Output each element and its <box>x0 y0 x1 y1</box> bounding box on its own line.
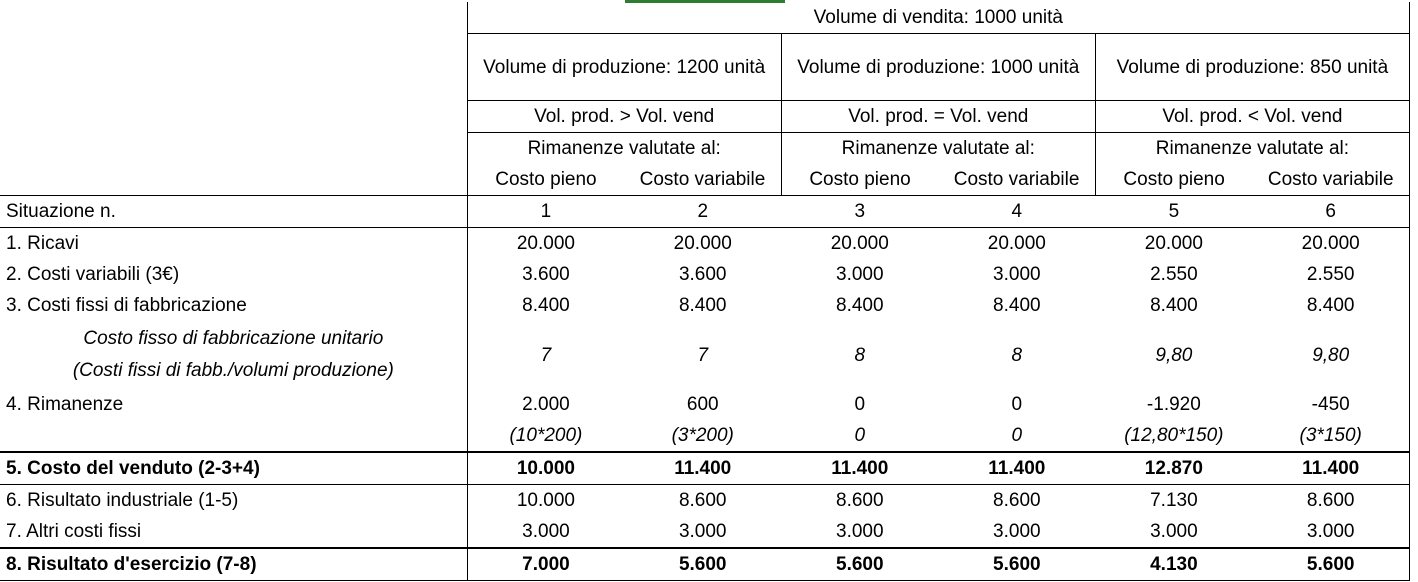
table-cell: 20.000 <box>516 233 575 254</box>
table-cell: 9,80 <box>1252 321 1409 389</box>
table-cell: 2.550 <box>1252 259 1409 290</box>
table-cell: 8.600 <box>1252 485 1409 517</box>
inventory-valued-label: Rimanenze valutate al: <box>781 133 1095 165</box>
table-cell: 7.130 <box>1150 490 1198 511</box>
table-cell: 11.400 <box>781 452 938 485</box>
table-cell: 0 <box>854 394 866 415</box>
table-cell: 8 <box>854 344 866 366</box>
table-cell: 1 <box>467 196 624 228</box>
table-cell: 3.000 <box>1252 516 1409 548</box>
table-cell: (10*200) <box>509 425 583 446</box>
full-cost-label: Costo pieno <box>1123 169 1225 190</box>
table-cell: 12.870 <box>1095 452 1252 485</box>
table-cell: 3.000 <box>993 264 1041 285</box>
variable-cost-label: Costo variabile <box>624 164 781 196</box>
full-cost-label: Costo pieno <box>495 169 597 190</box>
table-row <box>0 452 1410 485</box>
table-cell: 8.600 <box>678 490 727 511</box>
table-row <box>0 516 1410 548</box>
relation-greater: Vol. prod. > Vol. vend <box>467 101 781 133</box>
table-cell: 3.000 <box>993 521 1041 542</box>
table-cell: 8.600 <box>836 490 884 511</box>
row-label: 3. Costi fissi di fabbricazione <box>0 290 467 321</box>
row-label: 5. Costo del venduto (2-3+4) <box>0 452 467 485</box>
row-label: 6. Risultato industriale (1-5) <box>0 485 467 517</box>
table-row <box>0 290 1410 321</box>
table-cell: 5.600 <box>781 548 938 581</box>
table-cell: 3.000 <box>836 521 884 542</box>
table-row <box>0 420 1410 452</box>
inventory-valued-label: Rimanenze valutate al: <box>467 133 781 165</box>
row-label: Costo fisso di fabbricazione unitario (Costi fissi di fabb./volumi produzione) <box>0 321 467 389</box>
table-row <box>0 548 1410 581</box>
table-cell: 2 <box>624 196 781 228</box>
table-cell: 2.550 <box>1150 264 1198 285</box>
production-volume-850: Volume di produzione: 850 unità <box>1095 34 1409 101</box>
table-cell: 20.000 <box>1144 233 1203 254</box>
table-cell: 8.400 <box>522 295 570 316</box>
table-cell: -450 <box>1252 389 1409 420</box>
table-cell: 8.400 <box>993 295 1041 316</box>
table-cell: 8.600 <box>993 490 1041 511</box>
table-row <box>0 389 1410 420</box>
production-volume-1200: Volume di produzione: 1200 unità <box>467 34 781 101</box>
table-cell: 20.000 <box>830 233 889 254</box>
table-cell: 3.600 <box>678 264 727 285</box>
row-label: 2. Costi variabili (3€) <box>0 259 467 290</box>
table-cell: 3 <box>781 196 938 228</box>
table-cell: 600 <box>686 394 719 415</box>
inventory-valued-label: Rimanenze valutate al: <box>1095 133 1409 165</box>
production-volume-1000: Volume di produzione: 1000 unità <box>781 34 1095 101</box>
relation-less: Vol. prod. < Vol. vend <box>1095 101 1409 133</box>
table-cell: 5.600 <box>938 548 1095 581</box>
table-cell: 3.000 <box>522 521 570 542</box>
table-cell: 4.130 <box>1095 548 1252 581</box>
table-cell: 11.400 <box>624 452 781 485</box>
row-label: Situazione n. <box>0 196 467 228</box>
table-cell: 7.000 <box>467 548 624 581</box>
table-row <box>0 196 1410 228</box>
table-cell: 20.000 <box>673 233 732 254</box>
row-label: 8. Risultato d'esercizio (7-8) <box>0 548 467 581</box>
row-label: 4. Rimanenze <box>0 389 467 420</box>
table-cell: 10.000 <box>516 490 575 511</box>
row-label: 1. Ricavi <box>0 228 467 260</box>
table-cell: 3.600 <box>522 264 570 285</box>
table-cell: 8.400 <box>1252 290 1409 321</box>
table-cell: 0 <box>854 425 866 446</box>
table-cell: 0 <box>1011 394 1023 415</box>
table-cell: 8 <box>1011 344 1023 366</box>
table-cell: (12,80*150) <box>1124 425 1224 446</box>
table-cell: 11.400 <box>1252 452 1409 485</box>
table-cell: 20.000 <box>1252 228 1409 260</box>
table-cell: 3.000 <box>1150 521 1198 542</box>
table-cell: 10.000 <box>467 452 624 485</box>
table-cell: 9,80 <box>1155 344 1193 366</box>
table-cell: 3.000 <box>678 521 727 542</box>
table-cell: 3.000 <box>836 264 884 285</box>
table-cell: 20.000 <box>987 233 1046 254</box>
cost-comparison-table <box>0 2 1410 581</box>
table-cell: 11.400 <box>938 452 1095 485</box>
table-cell: (3*150) <box>1252 420 1409 452</box>
empty-header-cell <box>0 2 467 34</box>
table-cell: 5 <box>1095 196 1252 228</box>
full-cost-label: Costo pieno <box>809 169 911 190</box>
table-cell: 8.400 <box>1150 295 1198 316</box>
table-cell: 8.400 <box>678 295 727 316</box>
table-cell: 4 <box>938 196 1095 228</box>
table-cell: 5.600 <box>624 548 781 581</box>
table-cell: 5.600 <box>1252 548 1409 581</box>
table-row <box>0 321 1410 389</box>
table-cell: 2.000 <box>522 394 570 415</box>
row-label: 7. Altri costi fissi <box>0 516 467 548</box>
variable-cost-label: Costo variabile <box>1252 164 1409 196</box>
table-cell: 8.400 <box>836 295 884 316</box>
relation-equal: Vol. prod. = Vol. vend <box>781 101 1095 133</box>
table-row <box>0 485 1410 517</box>
table-cell: 7 <box>697 344 709 366</box>
table-row <box>0 259 1410 290</box>
table-cell: (3*200) <box>671 425 734 446</box>
table-cell: -1.920 <box>1146 394 1201 415</box>
table-cell: 6 <box>1252 196 1409 228</box>
variable-cost-label: Costo variabile <box>938 164 1095 196</box>
table-cell: 7 <box>540 344 552 366</box>
table-cell: 0 <box>1011 425 1023 446</box>
table-row <box>0 228 1410 260</box>
sales-volume-header: Volume di vendita: 1000 unità <box>467 2 1409 34</box>
